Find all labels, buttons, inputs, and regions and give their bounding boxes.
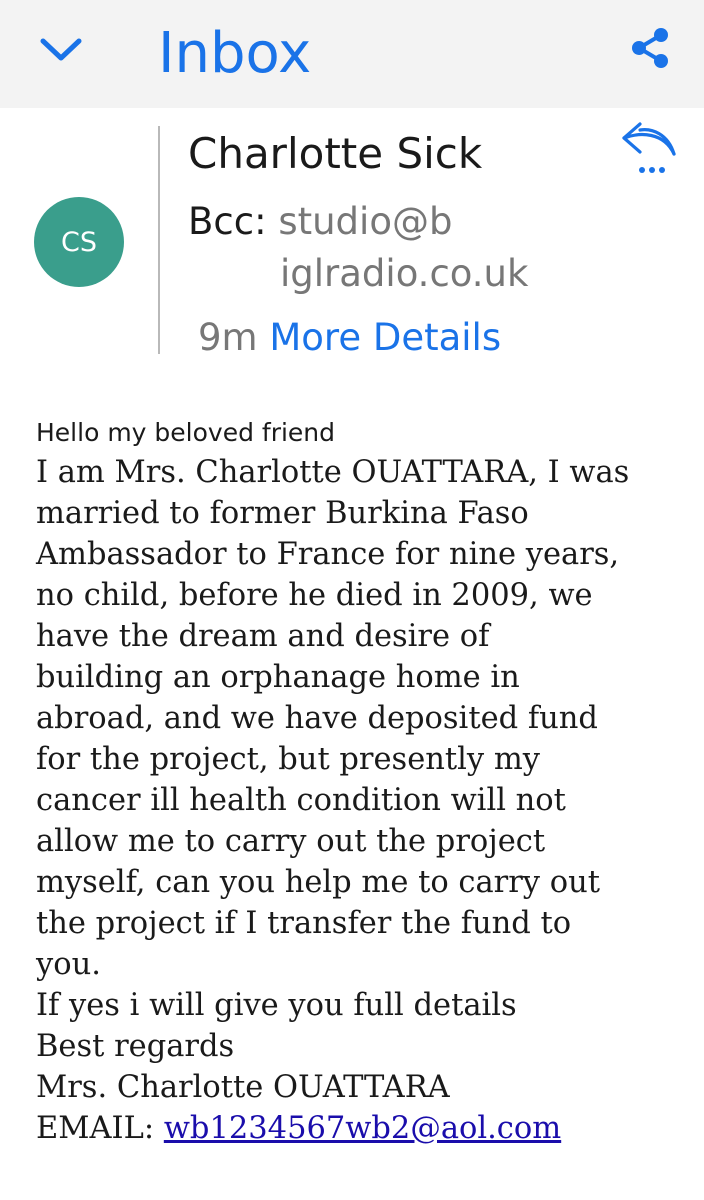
avatar-initials: CS: [61, 226, 97, 258]
body-greeting: Hello my beloved friend: [36, 418, 336, 447]
body-line: the project if I transfer the fund to: [36, 906, 572, 941]
body-line: Best regards: [36, 1029, 235, 1064]
body-line: allow me to carry out the project: [36, 824, 546, 859]
body-line: building an orphanage home in: [36, 660, 520, 695]
body-line: abroad, and we have deposited fund: [36, 701, 598, 736]
body-line: I am Mrs. Charlotte OUATTARA, I was: [36, 455, 630, 490]
page-title: Inbox: [158, 21, 312, 86]
avatar[interactable]: [34, 197, 124, 287]
bcc-address[interactable]: studio@b: [278, 200, 453, 243]
body-line: cancer ill health condition will not: [36, 783, 566, 818]
reply-button[interactable]: [618, 118, 682, 178]
sender-name[interactable]: Charlotte Sick: [188, 129, 483, 178]
bcc-address-continued[interactable]: iglradio.co.uk: [280, 252, 529, 295]
bcc-row: [188, 194, 452, 250]
message-meta: [198, 310, 501, 366]
body-line: for the project, but presently my: [36, 742, 540, 777]
bcc-label: Bcc:: [188, 200, 267, 243]
top-app-bar: [0, 0, 704, 108]
reply-icon: [618, 118, 682, 178]
body-line: married to former Burkina Faso: [36, 496, 529, 531]
email-link[interactable]: wb1234567wb2@aol.com: [163, 1111, 562, 1146]
message-body: [36, 452, 696, 1149]
header-divider: [158, 126, 160, 354]
body-line: no child, before he died in 2009, we: [36, 578, 593, 613]
email-line: [36, 1108, 696, 1149]
share-icon: [627, 25, 673, 71]
more-details-link[interactable]: More Details: [269, 316, 502, 359]
body-line: myself, can you help me to carry out: [36, 865, 600, 900]
body-line: have the dream and desire of: [36, 619, 490, 654]
share-button[interactable]: [624, 22, 676, 74]
body-line: Ambassador to France for nine years,: [36, 537, 620, 572]
message-time: 9m: [198, 316, 258, 359]
body-line: Mrs. Charlotte OUATTARA: [36, 1070, 450, 1105]
email-label: EMAIL:: [36, 1111, 155, 1146]
body-line: you.: [36, 947, 101, 982]
chevron-down-icon: [38, 35, 84, 65]
collapse-button[interactable]: [34, 30, 88, 70]
body-line: If yes i will give you full details: [36, 988, 517, 1023]
